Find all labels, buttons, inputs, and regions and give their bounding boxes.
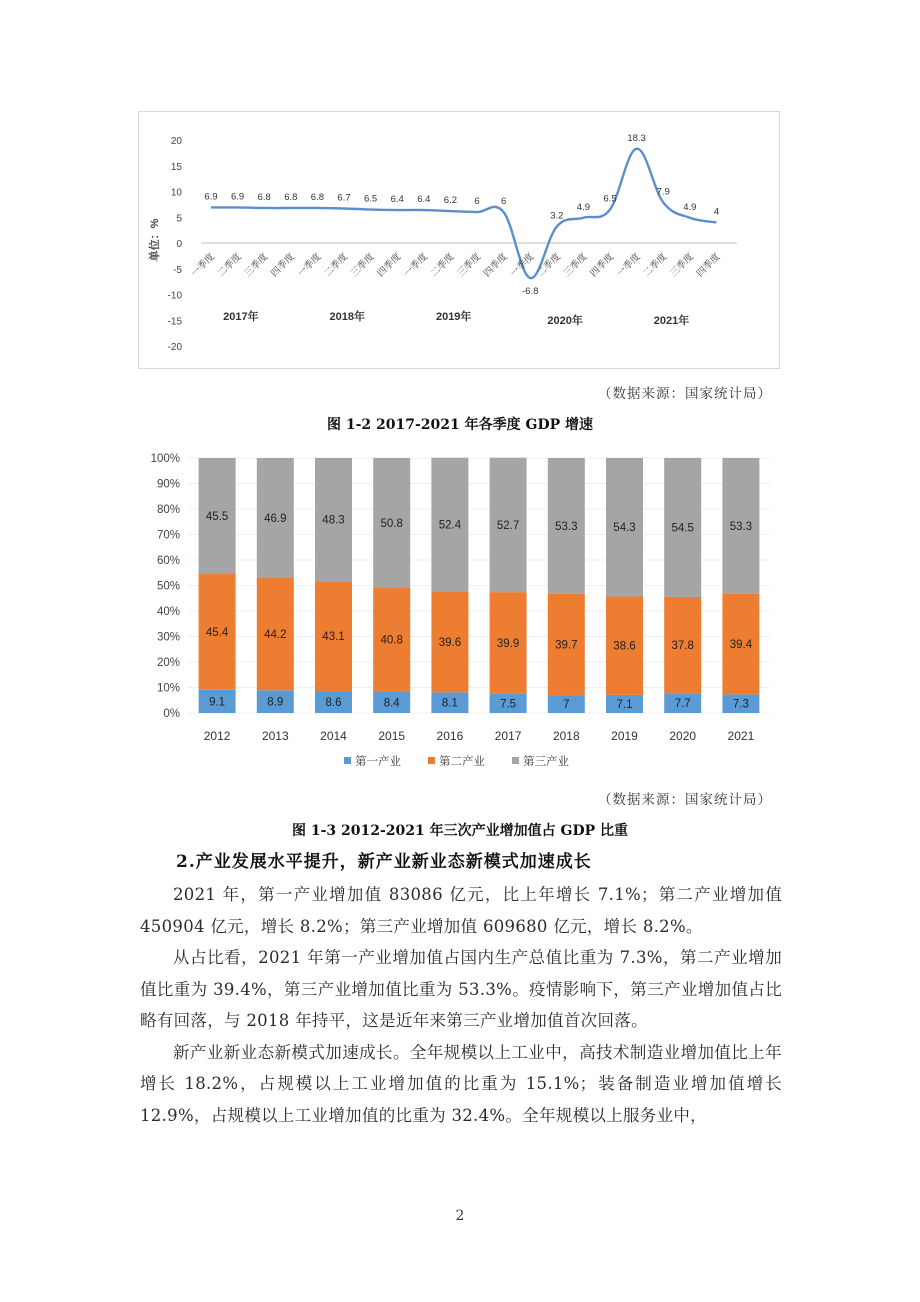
data-label: 39.6 [438, 636, 462, 649]
y-tick-label: 90% [156, 478, 180, 491]
data-label: 6.9 [230, 191, 245, 203]
data-label: 45.4 [205, 626, 229, 639]
gdp-growth-line-chart [138, 111, 780, 369]
data-label: -6.8 [522, 286, 539, 298]
x-tick-label: 四季度 [694, 251, 723, 280]
y-tick-label: 20 [170, 136, 182, 147]
body-text [140, 879, 782, 1131]
y-tick-label: 80% [156, 504, 180, 516]
y-tick-label: -20 [167, 342, 182, 353]
section-title: 2.产业发展水平提升，新产业新业态新模式加速成长 [176, 852, 592, 872]
data-label: 7 [563, 699, 570, 712]
data-label: 7.9 [656, 186, 670, 198]
paragraph: 2021 年，第一产业增加值 83086 亿元，比上年增长 7.1%；第二产业增加值 450904 亿元，增长 8.2%；第三产业增加值 609680 亿元，增长 8.2%。 [140, 885, 782, 936]
year-label: 2018年 [329, 311, 366, 323]
x-tick-label: 一季度 [508, 251, 537, 280]
data-label: 6 [500, 196, 507, 208]
y-tick-label: 60% [156, 555, 180, 567]
chart1-frame [139, 112, 780, 369]
y-tick-label: 50% [156, 580, 180, 593]
x-tick-label: 2018 [552, 729, 580, 743]
x-tick-label: 三季度 [348, 251, 377, 280]
x-tick-label: 四季度 [375, 251, 404, 280]
data-label: 39.7 [555, 639, 578, 652]
data-label: 52.7 [496, 519, 520, 532]
data-label: 38.6 [613, 640, 636, 653]
legend-label: 第一产业 [355, 756, 401, 768]
data-label: 6.4 [417, 194, 431, 206]
x-tick-label: 2021 [727, 729, 755, 743]
data-label: 7.1 [616, 698, 633, 711]
data-label: 7.5 [500, 698, 517, 711]
y-tick-label: 20% [156, 657, 180, 669]
page-number: 2 [455, 1208, 465, 1224]
data-label: 7.7 [674, 698, 691, 711]
y-tick-label: 15 [170, 161, 182, 173]
x-tick-label: 2016 [436, 729, 464, 743]
data-label: 3.2 [550, 210, 564, 222]
y-tick-label: -10 [167, 290, 182, 302]
data-label: 4.9 [683, 201, 697, 213]
data-label: 48.3 [322, 514, 345, 527]
y-tick-label: 100% [150, 453, 180, 465]
y-tick-label: 5 [176, 213, 182, 225]
x-tick-label: 二季度 [534, 251, 563, 280]
x-tick-label: 2015 [378, 729, 406, 743]
data-label: 53.3 [729, 520, 753, 533]
data-label: 6.2 [443, 195, 458, 207]
paragraph: 新产业新业态新模式加速成长。全年规模以上工业中，高技术制造业增加值比上年增长 18.2%，占规模以上工业增加值的比重为 15.1%；装备制造业增加值增长 12.9%，占规模以上工业增加值的比重为 32.4%。全年规模以上服务业中， [140, 1042, 782, 1125]
data-label: 6.8 [310, 191, 325, 203]
y-tick-label: 10 [170, 187, 182, 199]
paragraph: 从占比看，2021 年第一产业增加值占国内生产总值比重为 7.3%，第二产业增加值比重为 39.4%，第三产业增加值比重为 53.3%。疫情影响下，第三产业增加值占比略有回落，与 2018 年持平，这是近年来第三产业增加值首次回落。 [140, 948, 782, 1030]
y-tick-label: -5 [173, 264, 182, 276]
data-label: 6.7 [337, 192, 351, 204]
x-tick-label: 2017 [494, 729, 522, 743]
data-label: 54.3 [613, 522, 636, 535]
year-label: 2021年 [653, 315, 690, 327]
data-label: 8.4 [383, 697, 400, 710]
y-tick-label: 0% [163, 708, 180, 720]
y-tick-label: 0 [176, 239, 182, 250]
data-label: 44.2 [264, 628, 287, 641]
x-tick-label: 三季度 [242, 251, 271, 280]
y-tick-label: 70% [156, 529, 180, 542]
data-label: 8.6 [325, 697, 342, 710]
y-tick-label: -15 [167, 316, 182, 328]
data-label: 4 [713, 206, 720, 218]
data-label: 7.3 [732, 698, 749, 711]
data-label: 53.3 [555, 520, 578, 533]
y-tick-label: 30% [156, 631, 180, 644]
data-label: 8.9 [267, 696, 284, 709]
legend-swatch [512, 757, 519, 764]
legend-swatch [428, 757, 435, 764]
chart2-source: （数据来源：国家统计局） [598, 792, 772, 808]
data-label: 46.9 [264, 512, 287, 525]
data-label: 39.4 [729, 639, 753, 652]
x-tick-label: 四季度 [481, 251, 510, 280]
x-tick-label: 2019 [611, 729, 638, 743]
x-tick-label: 一季度 [614, 251, 643, 280]
x-tick-label: 二季度 [215, 251, 244, 280]
data-label: 6.4 [390, 194, 404, 206]
x-tick-label: 二季度 [641, 251, 670, 280]
x-tick-label: 一季度 [295, 251, 324, 280]
chart2-caption: 图 1-3 2012-2021 年三次产业增加值占 GDP 比重 [291, 823, 629, 839]
x-tick-label: 三季度 [667, 251, 696, 280]
chart1-source: （数据来源：国家统计局） [598, 386, 772, 402]
data-label: 6.5 [603, 193, 617, 205]
year-label: 2019年 [435, 311, 472, 323]
x-tick-label: 一季度 [189, 251, 218, 280]
x-tick-label: 2014 [320, 729, 347, 743]
industry-share-stacked-bar-chart [138, 448, 780, 778]
x-tick-label: 四季度 [268, 251, 297, 280]
legend-label: 第三产业 [523, 756, 569, 768]
year-label: 2020年 [547, 315, 583, 327]
x-tick-label: 四季度 [588, 251, 617, 280]
data-label: 6.8 [284, 191, 298, 203]
data-label: 39.9 [496, 638, 520, 651]
data-label: 37.8 [671, 640, 694, 653]
data-label: 8.1 [441, 697, 458, 710]
year-label: 2017年 [223, 311, 259, 323]
y-tick-label: 10% [156, 682, 180, 695]
data-label: 54.5 [671, 522, 694, 535]
data-label: 43.1 [322, 631, 345, 644]
data-label: 50.8 [380, 517, 403, 530]
data-label: 52.4 [438, 519, 462, 532]
x-tick-label: 2020 [669, 729, 697, 743]
x-tick-label: 一季度 [401, 251, 430, 280]
data-label: 40.8 [380, 634, 403, 647]
legend-label: 第二产业 [439, 756, 485, 768]
x-tick-label: 三季度 [561, 251, 590, 280]
data-label: 6.5 [363, 193, 378, 205]
data-label: 18.3 [627, 132, 646, 144]
data-label: 4.9 [576, 201, 591, 213]
data-label: 45.5 [205, 511, 229, 524]
chart1-caption: 图 1-2 2017-2021 年各季度 GDP 增速 [326, 417, 594, 433]
y-axis-title: 单位：% [149, 218, 161, 262]
x-tick-label: 二季度 [322, 251, 351, 280]
x-tick-label: 二季度 [428, 251, 457, 280]
data-label: 9.1 [209, 696, 226, 709]
x-tick-label: 2013 [261, 729, 289, 743]
x-tick-label: 三季度 [455, 251, 484, 280]
data-label: 6 [474, 196, 480, 208]
y-tick-label: 40% [156, 606, 180, 618]
data-label: 6.9 [204, 191, 218, 203]
x-tick-label: 2012 [203, 729, 231, 743]
legend-swatch [344, 757, 351, 764]
data-label: 6.8 [257, 191, 271, 203]
